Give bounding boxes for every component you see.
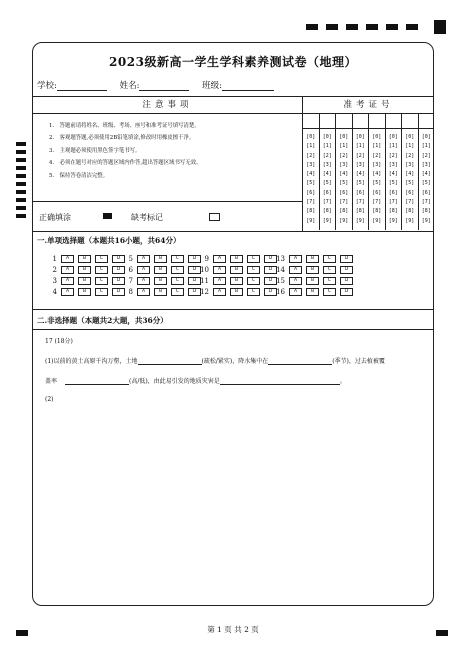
digit-bubble[interactable]: [7] bbox=[339, 199, 349, 206]
digit-bubble[interactable]: [5] bbox=[339, 180, 349, 187]
question-number: 1 bbox=[52, 254, 57, 263]
filled-box-icon bbox=[103, 213, 112, 219]
digit-write-cell[interactable] bbox=[320, 114, 337, 128]
option-bubble[interactable]: B bbox=[230, 266, 243, 274]
mcq-question bbox=[199, 264, 281, 275]
digit-bubble[interactable]: [5] bbox=[388, 180, 398, 187]
alignment-mark bbox=[434, 20, 446, 34]
option-bubble[interactable]: D bbox=[340, 288, 353, 296]
alignment-mark bbox=[366, 24, 378, 30]
mcq-question bbox=[47, 253, 129, 264]
question-number: 2 bbox=[52, 265, 57, 274]
mcq-question bbox=[123, 253, 205, 264]
digit-bubble[interactable]: [9] bbox=[339, 217, 349, 224]
timing-marks bbox=[16, 142, 26, 222]
option-bubble[interactable]: B bbox=[306, 255, 319, 263]
option-bubble[interactable]: A bbox=[213, 277, 226, 285]
digit-write-cell[interactable] bbox=[386, 114, 403, 128]
digit-bubble[interactable]: [0] bbox=[372, 134, 382, 140]
question-number: 7 bbox=[128, 276, 133, 285]
alignment-mark bbox=[326, 24, 338, 30]
digit-bubble[interactable]: [1] bbox=[355, 143, 365, 150]
question-number: 9 bbox=[204, 254, 209, 263]
digit-bubble[interactable]: [4] bbox=[421, 171, 431, 178]
option-bubble[interactable]: C bbox=[95, 255, 108, 263]
digit-bubble[interactable]: [7] bbox=[421, 199, 431, 206]
option-bubble[interactable]: C bbox=[247, 266, 260, 274]
mcq-group bbox=[199, 253, 281, 297]
option-bubble[interactable]: A bbox=[213, 255, 226, 263]
digit-bubble[interactable]: [5] bbox=[421, 180, 431, 187]
notice-heading: 注意事项 bbox=[33, 97, 302, 114]
admission-digit-column bbox=[353, 129, 370, 230]
option-bubble[interactable]: A bbox=[213, 266, 226, 274]
digit-bubble[interactable]: [2] bbox=[372, 152, 382, 159]
mcq-question bbox=[47, 286, 129, 297]
digit-bubble[interactable]: [4] bbox=[388, 171, 398, 178]
admission-digit-column bbox=[386, 129, 403, 230]
option-bubble[interactable]: D bbox=[188, 255, 201, 263]
digit-bubble[interactable]: [5] bbox=[405, 180, 415, 187]
option-bubble[interactable]: C bbox=[95, 266, 108, 274]
option-bubble[interactable]: B bbox=[230, 277, 243, 285]
admission-digit-column bbox=[336, 129, 353, 230]
admission-write-row bbox=[303, 114, 434, 129]
digit-bubble[interactable]: [9] bbox=[322, 217, 332, 224]
option-bubble[interactable]: B bbox=[306, 288, 319, 296]
digit-bubble[interactable]: [4] bbox=[339, 171, 349, 178]
digit-bubble[interactable]: [2] bbox=[339, 152, 349, 159]
digit-write-cell[interactable] bbox=[353, 114, 370, 128]
notice-item: 1. 答题前请将姓名、班级、考场、座号和准考证号填写清楚。 bbox=[49, 123, 200, 129]
option-bubble[interactable]: A bbox=[137, 277, 150, 285]
digit-bubble[interactable]: [6] bbox=[421, 189, 431, 196]
digit-bubble[interactable]: [0] bbox=[355, 134, 365, 140]
option-bubble[interactable]: D bbox=[188, 288, 201, 296]
digit-bubble[interactable]: [6] bbox=[306, 189, 316, 196]
notice-item: 4. 必须在题号对应的答题区域内作答,超出答题区域书写无效。 bbox=[49, 160, 202, 167]
digit-bubble[interactable]: [4] bbox=[306, 171, 316, 178]
option-bubble[interactable]: D bbox=[264, 288, 277, 296]
digit-bubble[interactable]: [6] bbox=[322, 189, 332, 196]
question-17-heading: 17 (18分) bbox=[45, 338, 73, 345]
notice-item: 5. 保持答卷清洁完整。 bbox=[49, 172, 109, 179]
option-bubble[interactable]: C bbox=[95, 288, 108, 296]
admission-digit-column bbox=[402, 129, 419, 230]
option-bubble[interactable]: B bbox=[78, 266, 91, 274]
digit-bubble[interactable]: [1] bbox=[339, 143, 349, 150]
question-number: 12 bbox=[200, 287, 209, 296]
name-field[interactable] bbox=[139, 81, 189, 91]
digit-bubble[interactable]: [3] bbox=[421, 161, 431, 168]
option-bubble[interactable]: B bbox=[306, 266, 319, 274]
digit-write-cell[interactable] bbox=[369, 114, 386, 128]
digit-bubble[interactable]: [3] bbox=[372, 161, 382, 168]
option-bubble[interactable]: B bbox=[78, 255, 91, 263]
digit-bubble[interactable]: [8] bbox=[355, 208, 365, 215]
question-number: 4 bbox=[52, 287, 57, 296]
digit-bubble[interactable]: [1] bbox=[421, 143, 431, 150]
option-bubble[interactable]: B bbox=[230, 255, 243, 263]
notice-item: 3. 主观题必须使用黑色签字笔书写。 bbox=[49, 147, 141, 154]
option-bubble[interactable]: B bbox=[78, 288, 91, 296]
digit-bubble[interactable]: [6] bbox=[339, 189, 349, 196]
class-label: 班级: bbox=[202, 81, 223, 91]
question-17-part-2: (2) bbox=[45, 396, 54, 403]
option-bubble[interactable]: D bbox=[112, 288, 125, 296]
admission-digit-column bbox=[320, 129, 337, 230]
digit-bubble[interactable]: [4] bbox=[322, 171, 332, 178]
fill-example bbox=[33, 201, 302, 232]
option-bubble[interactable]: D bbox=[264, 266, 277, 274]
digit-bubble[interactable]: [0] bbox=[306, 134, 316, 140]
digit-bubble[interactable]: [3] bbox=[339, 161, 349, 168]
digit-bubble[interactable]: [9] bbox=[306, 217, 316, 224]
option-bubble[interactable]: C bbox=[171, 277, 184, 285]
mcq-question bbox=[123, 286, 205, 297]
digit-bubble[interactable]: [8] bbox=[405, 208, 415, 215]
option-bubble[interactable]: A bbox=[61, 277, 74, 285]
question-number: 8 bbox=[128, 287, 133, 296]
digit-bubble[interactable]: [1] bbox=[322, 143, 332, 150]
option-bubble[interactable]: A bbox=[289, 266, 302, 274]
option-bubble[interactable]: A bbox=[61, 255, 74, 263]
mcq-question bbox=[123, 275, 205, 286]
notice-box bbox=[33, 96, 302, 232]
digit-bubble[interactable]: [0] bbox=[388, 134, 398, 140]
section-1-heading: 一.单项选择题（本题共16小题，共64分） bbox=[37, 236, 181, 245]
digit-bubble[interactable]: [3] bbox=[405, 161, 415, 168]
mcq-group bbox=[123, 253, 205, 297]
question-number: 6 bbox=[128, 265, 133, 274]
student-info bbox=[37, 79, 274, 91]
option-bubble[interactable]: A bbox=[213, 288, 226, 296]
mcq-question bbox=[275, 264, 357, 275]
option-bubble[interactable]: A bbox=[137, 255, 150, 263]
option-bubble[interactable]: C bbox=[323, 288, 336, 296]
option-bubble[interactable]: A bbox=[289, 288, 302, 296]
option-bubble[interactable]: A bbox=[61, 266, 74, 274]
option-bubble[interactable]: C bbox=[95, 277, 108, 285]
option-bubble[interactable]: C bbox=[171, 288, 184, 296]
absent-mark-label: 缺考标记 bbox=[131, 213, 163, 222]
digit-bubble[interactable]: [8] bbox=[388, 208, 398, 215]
school-field[interactable] bbox=[57, 81, 107, 91]
alignment-mark bbox=[406, 24, 418, 30]
digit-bubble[interactable]: [5] bbox=[306, 180, 316, 187]
digit-bubble[interactable]: [6] bbox=[372, 189, 382, 196]
option-bubble[interactable]: B bbox=[230, 288, 243, 296]
option-bubble[interactable]: A bbox=[289, 255, 302, 263]
digit-bubble[interactable]: [4] bbox=[405, 171, 415, 178]
digit-bubble[interactable]: [3] bbox=[322, 161, 332, 168]
mcq-question bbox=[123, 264, 205, 275]
mcq-question bbox=[47, 275, 129, 286]
notice-item: 2. 客观题答题,必须使用2B铅笔填涂,修改时用橡皮擦干净。 bbox=[49, 135, 195, 142]
option-bubble[interactable]: A bbox=[289, 277, 302, 285]
digit-bubble[interactable]: [0] bbox=[322, 134, 332, 140]
divider bbox=[33, 329, 433, 330]
question-number: 16 bbox=[276, 287, 285, 296]
divider bbox=[33, 309, 433, 310]
question-number: 14 bbox=[276, 265, 285, 274]
correct-fill-label: 正确填涂 bbox=[39, 213, 71, 222]
mcq-question bbox=[275, 253, 357, 264]
option-bubble[interactable]: B bbox=[154, 277, 167, 285]
admission-bubble-grid bbox=[303, 129, 434, 230]
digit-bubble[interactable]: [8] bbox=[322, 208, 332, 215]
digit-bubble[interactable]: [3] bbox=[306, 161, 316, 168]
alignment-mark bbox=[306, 24, 318, 30]
option-bubble[interactable]: C bbox=[247, 277, 260, 285]
option-bubble[interactable]: D bbox=[340, 255, 353, 263]
option-bubble[interactable]: A bbox=[137, 266, 150, 274]
digit-bubble[interactable]: [0] bbox=[339, 134, 349, 140]
option-bubble[interactable]: D bbox=[188, 266, 201, 274]
digit-bubble[interactable]: [2] bbox=[355, 152, 365, 159]
mcq-question bbox=[199, 275, 281, 286]
q17-text: 。 bbox=[339, 378, 346, 385]
answer-area-17[interactable] bbox=[41, 335, 425, 597]
digit-write-cell[interactable] bbox=[419, 114, 435, 128]
option-bubble[interactable]: B bbox=[306, 277, 319, 285]
option-bubble[interactable]: C bbox=[323, 266, 336, 274]
admission-heading: 准考证号 bbox=[303, 97, 434, 114]
page-footer: 第 1 页 共 2 页 bbox=[207, 625, 259, 634]
option-bubble[interactable]: D bbox=[112, 277, 125, 285]
option-bubble[interactable]: C bbox=[171, 255, 184, 263]
option-bubble[interactable]: A bbox=[61, 288, 74, 296]
alignment-mark bbox=[386, 24, 398, 30]
mcq-question bbox=[275, 286, 357, 297]
digit-bubble[interactable]: [2] bbox=[388, 152, 398, 159]
digit-bubble[interactable]: [1] bbox=[372, 143, 382, 150]
digit-bubble[interactable]: [5] bbox=[355, 180, 365, 187]
option-bubble[interactable]: C bbox=[247, 255, 260, 263]
option-bubble[interactable]: D bbox=[188, 277, 201, 285]
digit-bubble[interactable]: [3] bbox=[388, 161, 398, 168]
option-bubble[interactable]: D bbox=[112, 255, 125, 263]
digit-bubble[interactable]: [5] bbox=[372, 180, 382, 187]
option-bubble[interactable]: D bbox=[340, 277, 353, 285]
digit-bubble[interactable]: [2] bbox=[405, 152, 415, 159]
option-bubble[interactable]: B bbox=[154, 266, 167, 274]
mcq-group bbox=[275, 253, 357, 297]
digit-bubble[interactable]: [4] bbox=[372, 171, 382, 178]
digit-bubble[interactable]: [9] bbox=[355, 217, 365, 224]
digit-bubble[interactable]: [7] bbox=[405, 199, 415, 206]
admission-digit-column bbox=[303, 129, 320, 230]
digit-bubble[interactable]: [6] bbox=[355, 189, 365, 196]
digit-bubble[interactable]: [9] bbox=[405, 217, 415, 224]
option-bubble[interactable]: C bbox=[247, 288, 260, 296]
digit-bubble[interactable]: [2] bbox=[306, 152, 316, 159]
digit-bubble[interactable]: [7] bbox=[388, 199, 398, 206]
digit-bubble[interactable]: [4] bbox=[355, 171, 365, 178]
digit-bubble[interactable]: [9] bbox=[388, 217, 398, 224]
digit-bubble[interactable]: [1] bbox=[306, 143, 316, 150]
q17-text: (1)以前的黄土高原千沟万壑，土地 bbox=[45, 358, 138, 365]
q17-text: (高/低)，由此易引发的地质灾害是 bbox=[129, 378, 220, 385]
q17-text: (季节)，过去植被覆 bbox=[332, 358, 385, 365]
digit-bubble[interactable]: [0] bbox=[405, 134, 415, 140]
mcq-question bbox=[199, 253, 281, 264]
page-title: 2023级新高一学生学科素养测试卷（地理） bbox=[109, 55, 357, 69]
digit-bubble[interactable]: [1] bbox=[405, 143, 415, 150]
digit-bubble[interactable]: [5] bbox=[322, 180, 332, 187]
option-bubble[interactable]: B bbox=[154, 288, 167, 296]
question-number: 3 bbox=[52, 276, 57, 285]
digit-write-cell[interactable] bbox=[336, 114, 353, 128]
option-bubble[interactable]: B bbox=[154, 255, 167, 263]
admission-digit-column bbox=[419, 129, 435, 230]
digit-bubble[interactable]: [0] bbox=[421, 134, 431, 140]
digit-bubble[interactable]: [7] bbox=[355, 199, 365, 206]
class-field[interactable] bbox=[222, 81, 274, 91]
question-number: 10 bbox=[200, 265, 209, 274]
digit-bubble[interactable]: [7] bbox=[306, 199, 316, 206]
mcq-question bbox=[275, 275, 357, 286]
digit-bubble[interactable]: [8] bbox=[421, 208, 431, 215]
digit-write-cell[interactable] bbox=[303, 114, 320, 128]
option-bubble[interactable]: C bbox=[323, 255, 336, 263]
digit-bubble[interactable]: [9] bbox=[421, 217, 431, 224]
digit-bubble[interactable]: [1] bbox=[388, 143, 398, 150]
option-bubble[interactable]: D bbox=[264, 255, 277, 263]
digit-write-cell[interactable] bbox=[402, 114, 419, 128]
admission-digit-column bbox=[369, 129, 386, 230]
option-bubble[interactable]: A bbox=[137, 288, 150, 296]
digit-bubble[interactable]: [2] bbox=[421, 152, 431, 159]
section-2-heading: 二.非选择题（本题共2大题，共36分） bbox=[37, 316, 168, 325]
digit-bubble[interactable]: [2] bbox=[322, 152, 332, 159]
question-number: 13 bbox=[276, 254, 285, 263]
option-bubble[interactable]: D bbox=[264, 277, 277, 285]
question-number: 5 bbox=[128, 254, 133, 263]
digit-bubble[interactable]: [8] bbox=[306, 208, 316, 215]
notice-list bbox=[33, 120, 302, 182]
alignment-mark bbox=[346, 24, 358, 30]
q17-text: (疏松/紧实)，降水集中在 bbox=[201, 358, 269, 365]
question-number: 15 bbox=[276, 276, 285, 285]
digit-bubble[interactable]: [8] bbox=[372, 208, 382, 215]
digit-bubble[interactable]: [3] bbox=[355, 161, 365, 168]
option-bubble[interactable]: D bbox=[340, 266, 353, 274]
name-label: 姓名: bbox=[119, 81, 140, 91]
answer-sheet bbox=[32, 42, 434, 606]
school-label: 学校: bbox=[37, 81, 57, 91]
digit-bubble[interactable]: [6] bbox=[388, 189, 398, 196]
mcq-question bbox=[47, 264, 129, 275]
digit-bubble[interactable]: [7] bbox=[372, 199, 382, 206]
option-bubble[interactable]: B bbox=[78, 277, 91, 285]
option-bubble[interactable]: C bbox=[323, 277, 336, 285]
q17-text: 盖率 bbox=[45, 378, 58, 385]
option-bubble[interactable]: D bbox=[112, 266, 125, 274]
option-bubble[interactable]: C bbox=[171, 266, 184, 274]
absent-checkbox[interactable] bbox=[209, 213, 220, 221]
mcq-question bbox=[199, 286, 281, 297]
admission-number-box bbox=[302, 96, 434, 232]
digit-bubble[interactable]: [9] bbox=[372, 217, 382, 224]
question-number: 11 bbox=[200, 276, 209, 285]
digit-bubble[interactable]: [6] bbox=[405, 189, 415, 196]
digit-bubble[interactable]: [7] bbox=[322, 199, 332, 206]
mcq-group bbox=[47, 253, 129, 297]
digit-bubble[interactable]: [8] bbox=[339, 208, 349, 215]
